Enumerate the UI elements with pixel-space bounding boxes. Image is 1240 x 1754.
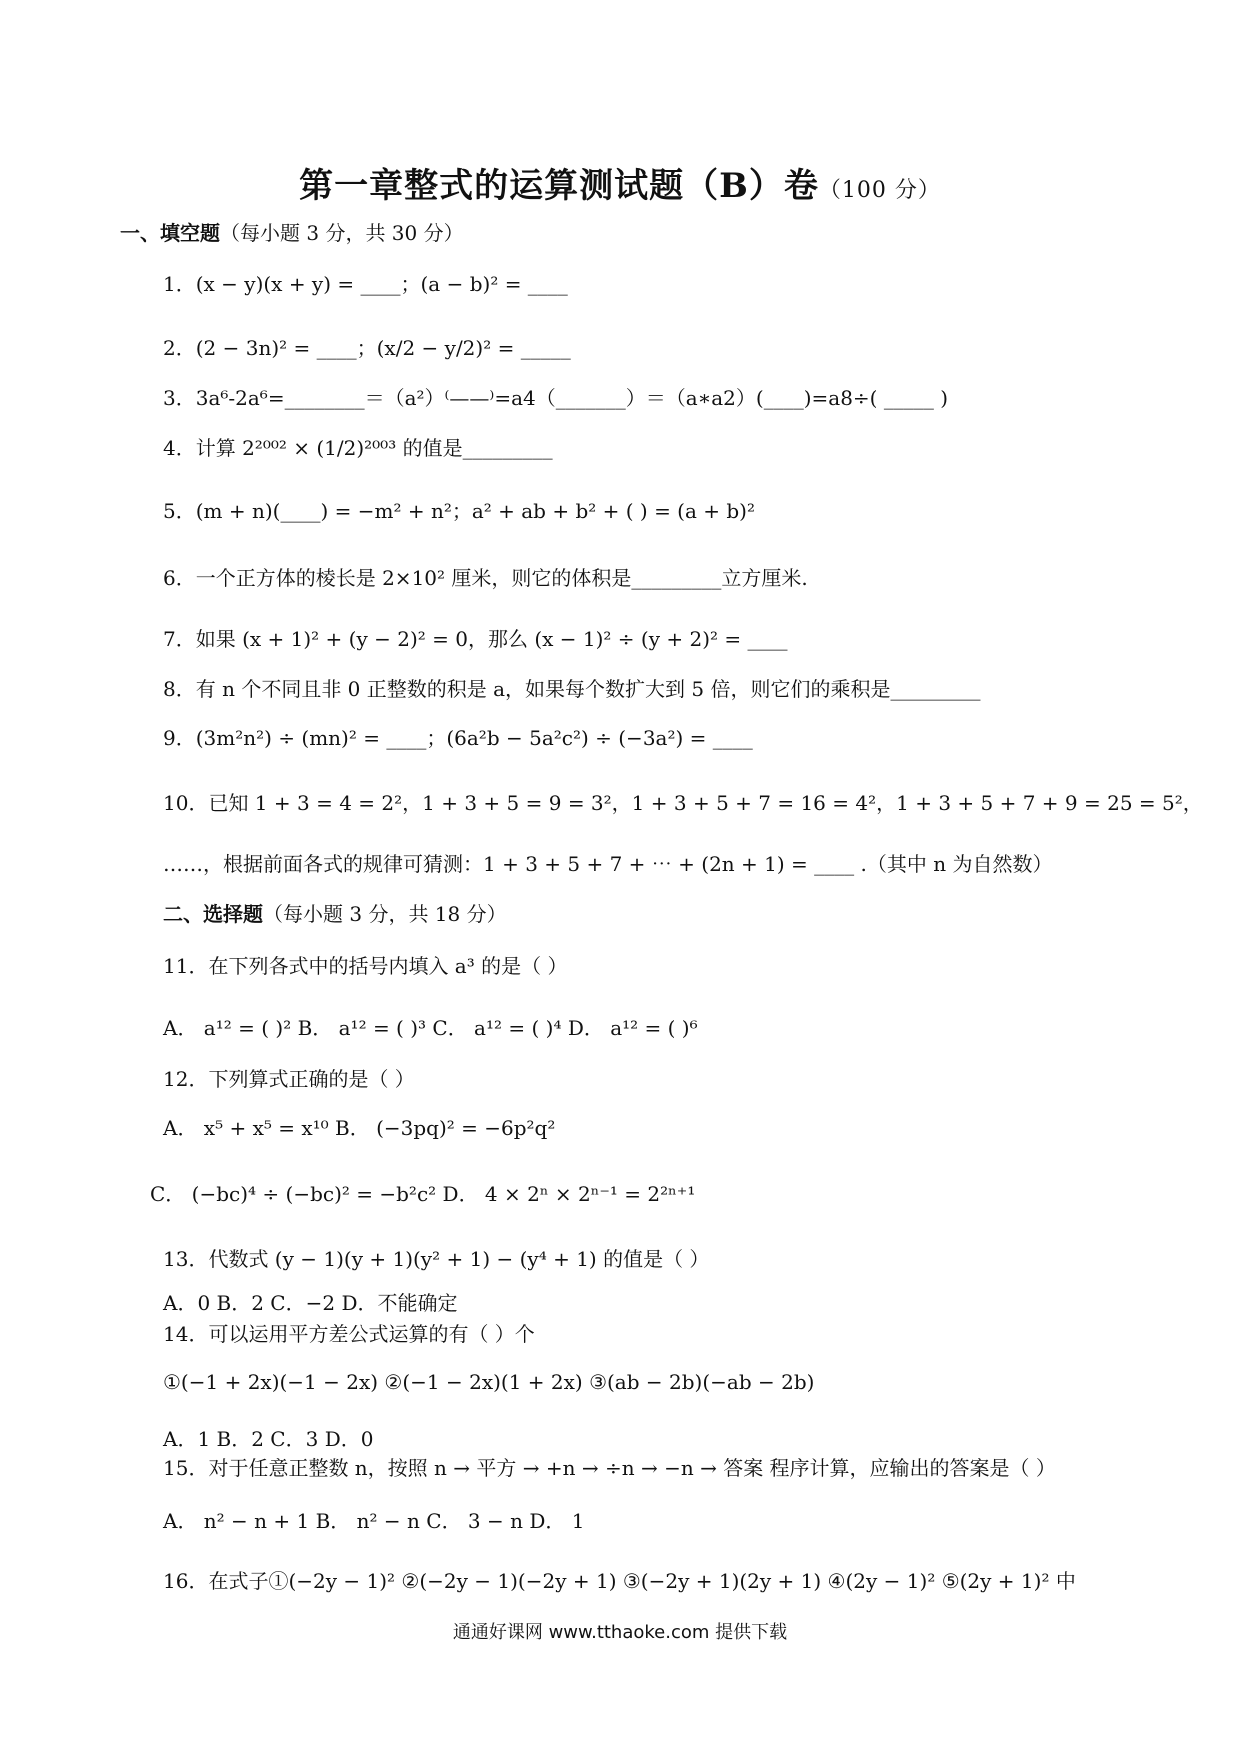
title-main: 第一章整式的运算测试题（B）卷 — [299, 166, 819, 206]
section-note: （每小题 3 分，共 30 分） — [220, 221, 464, 245]
page-title — [0, 158, 1240, 207]
title-score: （100 分） — [818, 178, 941, 203]
question-12: 12．下列算式正确的是（ ） — [163, 1067, 415, 1091]
section-choice — [163, 898, 507, 927]
section-fill-blank — [120, 217, 464, 246]
question-14-options: A．1 B．2 C．3 D．0 — [163, 1427, 374, 1451]
section-note: （每小题 3 分，共 18 分） — [263, 902, 507, 926]
question-13-options: A．0 B．2 C．−2 D．不能确定 — [163, 1291, 458, 1315]
question-5: 5．(m + n)(____) = −m² + n²；a² + ab + b² + ( ) = (a + b)² — [163, 499, 756, 523]
question-10-line-1: 10．已知 1 + 3 = 4 = 2²，1 + 3 + 5 = 9 = 3²，1 + 3 + 5 + 7 = 16 = 4²，1 + 3 + 5 + 7 + 9 = 25 = 5²， — [163, 791, 1203, 815]
question-16: 16．在式子①(−2y − 1)² ②(−2y − 1)(−2y + 1) ③(−2y + 1)(2y + 1) ④(2y − 1)² ⑤(2y + 1)² 中 — [163, 1569, 1076, 1593]
question-6: 6．一个正方体的棱长是 2×10² 厘米，则它的体积是_________立方厘米. — [163, 566, 808, 590]
question-13: 13．代数式 (y − 1)(y + 1)(y² + 1) − (y⁴ + 1) 的值是（ ） — [163, 1247, 710, 1271]
question-9: 9．(3m²n²) ÷ (mn)² = ____；(6a²b − 5a²c²) ÷ (−3a²) = ____ — [163, 726, 753, 750]
question-1: 1．(x − y)(x + y) = ____；(a − b)² = ____ — [163, 272, 568, 296]
question-12-options-cd: C． (−bc)⁴ ÷ (−bc)² = −b²c² D． 4 × 2ⁿ × 2ⁿ⁻¹ = 2²ⁿ⁺¹ — [150, 1182, 696, 1206]
question-15-options: A． n² − n + 1 B． n² − n C． 3 − n D． 1 — [163, 1509, 585, 1533]
section-heading: 二、选择题 — [163, 902, 263, 926]
question-8: 8．有 n 个不同且非 0 正整数的积是 a，如果每个数扩大到 5 倍，则它们的乘积是_________ — [163, 677, 981, 701]
question-12-options-ab: A． x⁵ + x⁵ = x¹⁰ B． (−3pq)² = −6p²q² — [163, 1116, 556, 1140]
question-14-items: ①(−1 + 2x)(−1 − 2x) ②(−1 − 2x)(1 + 2x) ③(ab − 2b)(−ab − 2b) — [163, 1370, 815, 1394]
question-11: 11．在下列各式中的括号内填入 a³ 的是（ ） — [163, 954, 568, 978]
question-10-line-2: ……，根据前面各式的规律可猜测：1 + 3 + 5 + 7 + ⋯ + (2n + 1) = ____ .（其中 n 为自然数） — [163, 852, 1053, 876]
footer-credit: 通通好课网 www.tthaoke.com 提供下载 — [452, 1622, 788, 1643]
question-15: 15．对于任意正整数 n，按照 n → 平方 → +n → ÷n → −n → 答案 程序计算，应输出的答案是（ ） — [163, 1456, 1056, 1480]
question-4: 4．计算 2²⁰⁰² × (1/2)²⁰⁰³ 的值是_________ — [163, 436, 553, 460]
question-7: 7．如果 (x + 1)² + (y − 2)² = 0，那么 (x − 1)² ÷ (y + 2)² = ____ — [163, 627, 788, 651]
question-14: 14．可以运用平方差公式运算的有（ ）个 — [163, 1322, 535, 1346]
section-heading: 一、填空题 — [120, 221, 220, 245]
question-2: 2．(2 − 3n)² = ____；(x/2 − y/2)² = _____ — [163, 336, 571, 360]
question-11-options: A． a¹² = ( )² B． a¹² = ( )³ C． a¹² = ( )⁴ D． a¹² = ( )⁶ — [163, 1016, 698, 1040]
question-3: 3．3a⁶-2a⁶=________＝（a²）⁽——⁾=a4（_______）＝（a∗a2）(____)=a8÷( _____ ) — [163, 386, 948, 410]
